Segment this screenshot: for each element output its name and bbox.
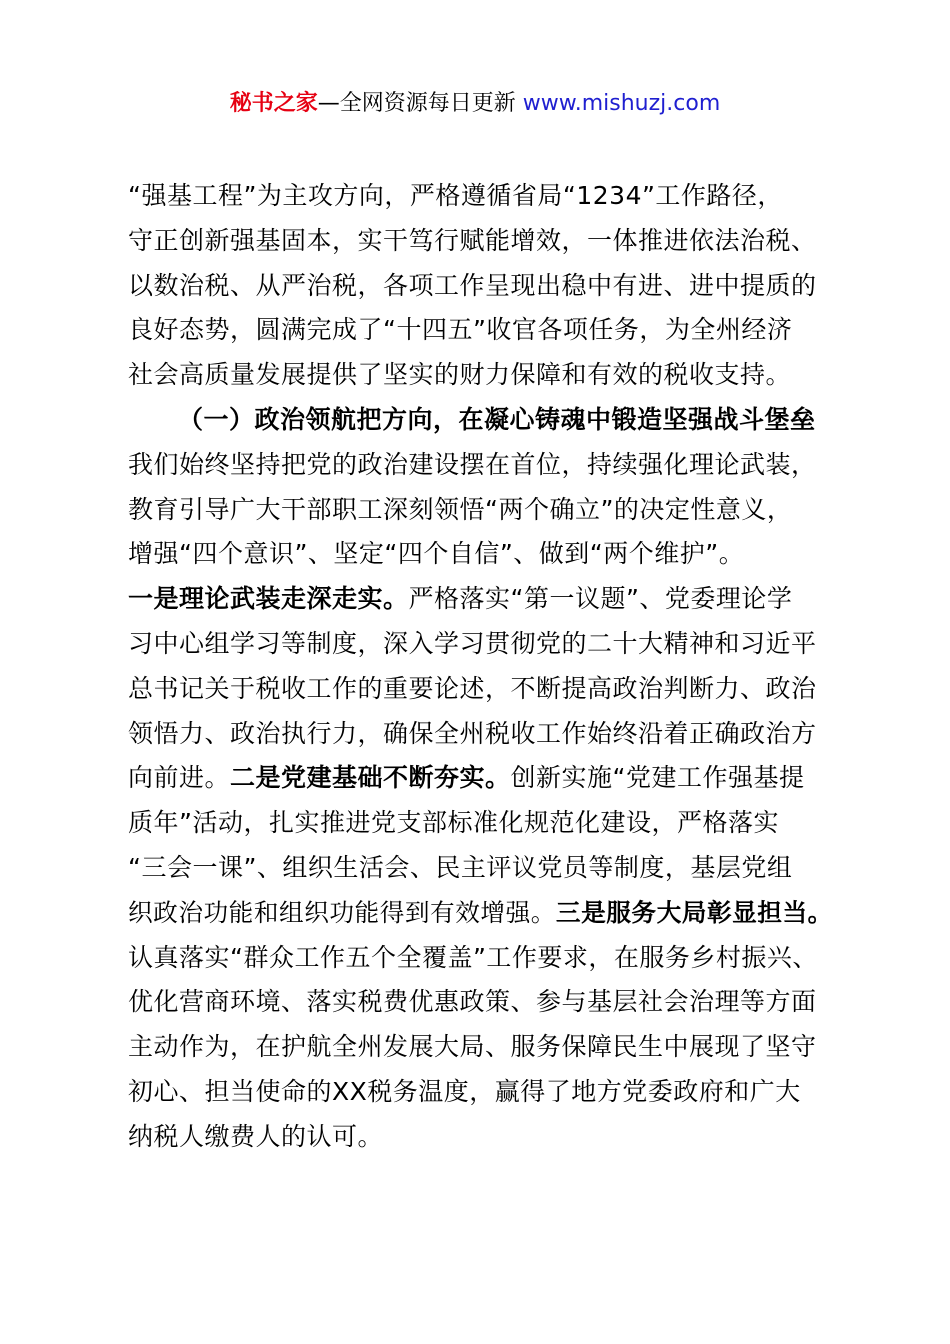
text-run: “强基工程”为主攻方向，严格遵循省局“1234”工作路径， bbox=[128, 181, 783, 210]
text-run: 增强“四个意识”、坚定“四个自信”、做到“两个维护”。 bbox=[128, 539, 745, 569]
text-line bbox=[128, 1115, 833, 1160]
text-run: 纳税人缴费人的认可。 bbox=[128, 1121, 384, 1151]
text-line bbox=[128, 936, 833, 981]
text-run: 我们始终坚持把党的政治建设摆在首位，持续强化理论武装， bbox=[128, 449, 817, 479]
text-line bbox=[128, 622, 833, 667]
site-header bbox=[0, 88, 950, 120]
text-run: 织政治功能和组织功能得到有效增强。 bbox=[128, 897, 556, 927]
text-run: 总书记关于税收工作的重要论述，不断提高政治判断力、政治 bbox=[128, 673, 817, 703]
text-line bbox=[128, 891, 833, 936]
text-run: 向前进。 bbox=[128, 763, 231, 793]
text-run: 以数治税、从严治税，各项工作呈现出稳中有进、进中提质的 bbox=[128, 270, 817, 300]
subheading-text: 二是党建基础不断夯实。 bbox=[230, 763, 511, 793]
text-line bbox=[128, 174, 833, 219]
document-body bbox=[128, 174, 833, 1160]
subheading-text: 三是服务大局彰显担当。 bbox=[555, 897, 833, 927]
text-line bbox=[128, 846, 833, 891]
text-line bbox=[128, 532, 833, 577]
text-line bbox=[128, 443, 833, 488]
text-line bbox=[128, 264, 833, 309]
text-run: 领悟力、政治执行力，确保全州税收工作始终沿着正确政治方 bbox=[128, 718, 817, 748]
text-run: 认真落实“群众工作五个全覆盖”工作要求，在服务乡村振兴、 bbox=[128, 942, 818, 972]
text-line bbox=[128, 353, 833, 398]
text-run: 习中心组学习等制度，深入学习贯彻党的二十大精神和习近平 bbox=[128, 628, 817, 658]
site-url-link[interactable]: www.mishuzj.com bbox=[522, 91, 721, 116]
brand-name: 秘书之家 bbox=[229, 91, 318, 116]
text-line bbox=[128, 1025, 833, 1070]
text-run: 主动作为，在护航全州发展大局、服务保障民生中展现了坚守 bbox=[128, 1032, 817, 1062]
text-run: 优化营商环境、落实税费优惠政策、参与基层社会治理等方面 bbox=[128, 987, 817, 1017]
header-tagline: —全网资源每日更新 bbox=[317, 91, 516, 116]
text-line bbox=[128, 1070, 833, 1115]
text-line bbox=[128, 577, 833, 622]
text-line bbox=[128, 756, 833, 801]
text-run: “三会一课”、组织生活会、民主评议党员等制度，基层党组 bbox=[128, 852, 793, 882]
text-line bbox=[128, 712, 833, 757]
text-run: 社会高质量发展提供了坚实的财力保障和有效的税收支持。 bbox=[128, 360, 792, 390]
text-line bbox=[128, 667, 833, 712]
subheading-text: 一是理论武装走深走实。 bbox=[128, 584, 409, 614]
text-run: 创新实施“党建工作强基提 bbox=[510, 763, 805, 793]
text-line bbox=[128, 308, 833, 353]
text-run: 守正创新强基固本，实干笃行赋能增效，一体推进依法治税、 bbox=[128, 225, 817, 255]
text-line bbox=[128, 980, 833, 1025]
text-run: 初心、担当使命的XX税务温度，赢得了地方党委政府和广大 bbox=[128, 1076, 801, 1106]
text-run: 严格落实“第一议题”、党委理论学 bbox=[408, 584, 793, 614]
text-run: 良好态势，圆满完成了“十四五”收官各项任务，为全州经济 bbox=[128, 315, 793, 345]
heading-text: （一）政治领航把方向，在凝心铸魂中锻造坚强战斗堡垒 bbox=[178, 404, 816, 434]
text-line bbox=[128, 219, 833, 264]
text-run: 教育引导广大干部职工深刻领悟“两个确立”的决定性意义， bbox=[128, 494, 793, 524]
text-line bbox=[128, 801, 833, 846]
section-heading bbox=[128, 398, 833, 443]
text-run: 质年”活动，扎实推进党支部标准化规范化建设，严格落实 bbox=[128, 808, 779, 838]
text-line bbox=[128, 488, 833, 533]
